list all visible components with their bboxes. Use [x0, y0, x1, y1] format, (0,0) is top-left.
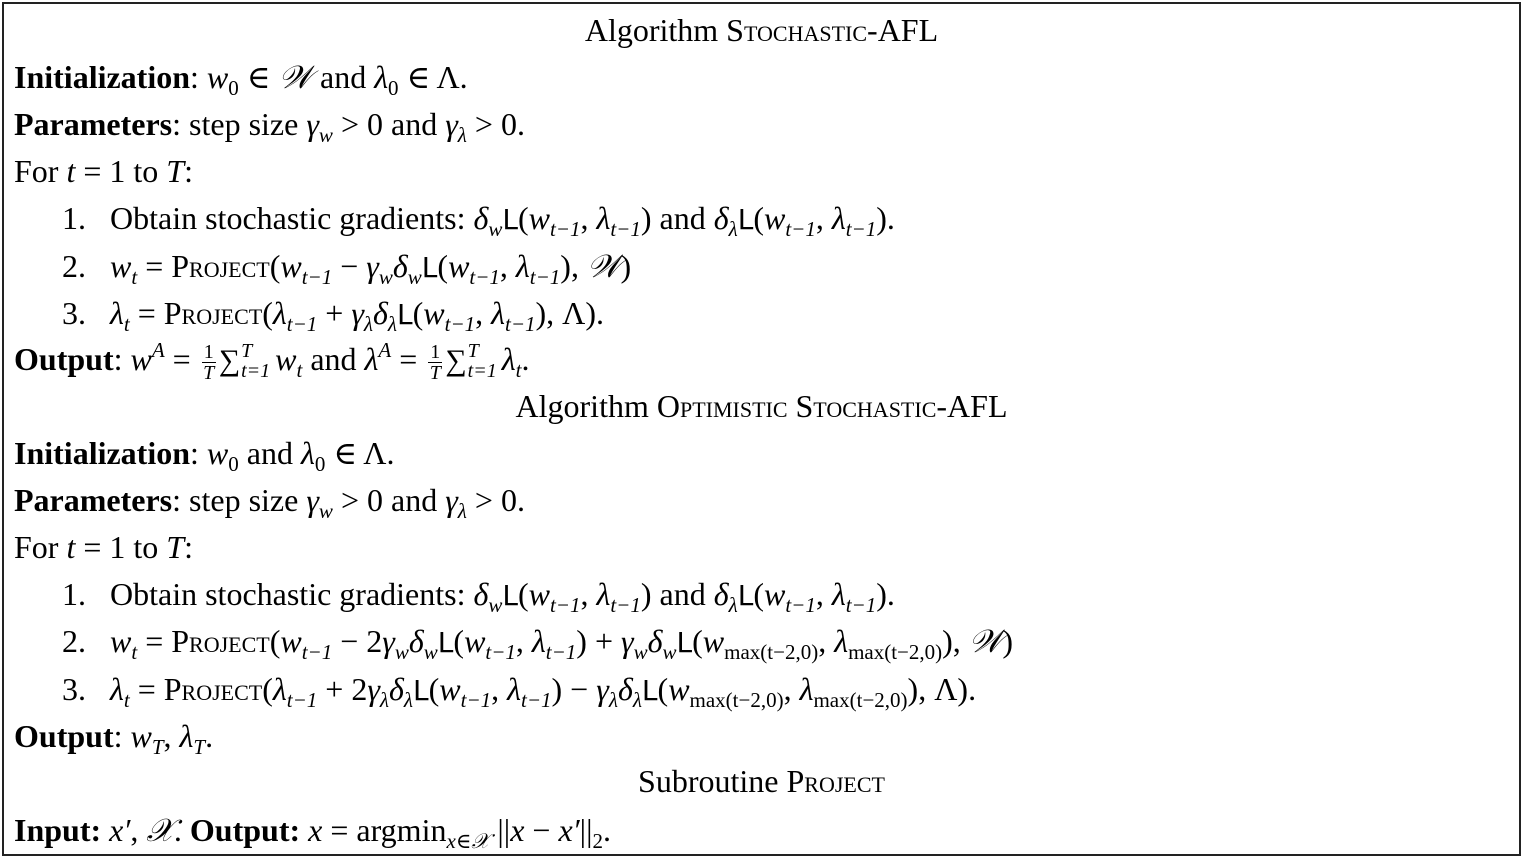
summation — [445, 337, 501, 384]
math-text: t−1 — [845, 593, 877, 617]
algorithm-step — [62, 290, 604, 337]
math-text: ( — [517, 200, 529, 236]
math-text: For — [14, 153, 67, 189]
math-text: = — [129, 671, 164, 707]
math-text: t−1 — [521, 688, 552, 712]
math-text: λ — [608, 688, 618, 712]
math-text: : — [190, 435, 207, 471]
math-text: , — [783, 671, 800, 707]
math-text: ∈ Λ. — [325, 435, 395, 471]
math-text: 0 — [388, 76, 399, 100]
math-text: x — [510, 812, 525, 848]
math-text: L — [737, 579, 754, 612]
math-text: max(t−2,0) — [724, 640, 819, 664]
math-text: γ — [445, 106, 458, 142]
math-text — [101, 812, 109, 848]
math-text: λ — [457, 123, 467, 147]
math-text: > 0 and — [332, 106, 446, 142]
math-text: w — [528, 200, 550, 236]
math-text: λ — [374, 59, 389, 95]
algorithm-line — [14, 430, 394, 477]
math-text: ( — [753, 576, 764, 612]
algorithm-step — [62, 571, 895, 618]
math-text: t−1 — [301, 265, 333, 289]
math-text: L — [421, 251, 438, 284]
math-text: L — [502, 579, 518, 612]
math-text: ( — [428, 671, 440, 707]
summation — [219, 337, 275, 384]
step-number: 1. — [62, 576, 86, 612]
math-text: λ — [728, 593, 738, 617]
math-text: ( — [517, 576, 529, 612]
math-text: γ — [621, 623, 634, 659]
fraction-numerator: 1 — [430, 341, 441, 364]
math-text: δ — [713, 200, 729, 236]
math-text: ) + — [576, 623, 621, 659]
math-text: λ — [501, 341, 516, 377]
math-text: x — [308, 812, 323, 848]
algorithm-step — [62, 666, 976, 713]
math-text: γ — [306, 482, 319, 518]
math-text: + 2 — [317, 671, 368, 707]
math-text: λ — [491, 295, 505, 331]
math-text: λ — [596, 576, 611, 612]
math-text: ( — [262, 671, 273, 707]
math-text: w — [448, 248, 470, 284]
math-text: and — [302, 341, 365, 377]
math-text: ) — [1002, 623, 1013, 659]
math-text: L — [641, 674, 658, 707]
math-text: Initialization — [14, 435, 191, 471]
math-text: A — [378, 338, 392, 362]
math-text: w — [423, 640, 438, 664]
math-text: λ — [831, 576, 846, 612]
sum-symbol: ∑ — [218, 344, 241, 377]
math-text: ( — [657, 671, 669, 707]
math-text: Parameters — [14, 106, 173, 142]
math-text: Parameters — [14, 482, 173, 518]
step-number: 3. — [62, 671, 86, 707]
math-text: w — [662, 640, 677, 664]
math-text: Initialization — [14, 59, 191, 95]
math-text: L — [437, 626, 454, 659]
math-text: . — [602, 812, 611, 848]
math-text: Obtain stochastic gradients: — [110, 200, 474, 236]
math-text: and — [311, 59, 375, 95]
math-text: w — [407, 265, 422, 289]
sum-limits — [468, 341, 497, 381]
math-text: λ — [403, 688, 414, 712]
math-text: w — [110, 623, 132, 659]
math-text: , — [580, 200, 597, 236]
math-text: L — [502, 203, 518, 236]
math-text: max(t−2,0) — [689, 688, 784, 712]
math-text: max(t−2,0) — [813, 688, 908, 712]
math-text: t — [515, 358, 522, 382]
step-number: 1. — [62, 200, 86, 236]
math-text: 2 — [592, 829, 603, 853]
math-text: w — [763, 576, 786, 612]
math-text: L — [737, 203, 754, 236]
math-text: , — [815, 200, 832, 236]
math-text: ), Λ). — [535, 295, 605, 331]
math-text: L — [397, 298, 413, 331]
math-text: T — [166, 153, 185, 189]
math-text: t — [131, 640, 138, 664]
math-text: Subroutine — [638, 763, 787, 799]
math-text: Project — [786, 763, 885, 799]
fraction — [428, 342, 442, 383]
math-text: ( — [692, 623, 703, 659]
math-text: − — [524, 812, 559, 848]
math-text: 𝒳 — [146, 812, 174, 848]
algorithm-step — [62, 195, 895, 242]
math-text: λ — [632, 688, 642, 712]
math-text: δ — [647, 623, 663, 659]
math-text: t−1 — [301, 640, 333, 664]
math-text: − — [332, 248, 367, 284]
math-text: ∈ — [238, 59, 279, 95]
math-text: > 0. — [466, 106, 525, 142]
math-text: : — [113, 718, 131, 754]
math-text: t−1 — [785, 217, 816, 241]
math-text: δ — [392, 248, 408, 284]
math-text: Input: — [14, 812, 102, 848]
math-text: δ — [408, 623, 424, 659]
math-text: ) — [620, 248, 632, 284]
algorithm-title — [4, 758, 1519, 805]
sum-lower: t=1 — [241, 359, 271, 382]
math-text: T — [193, 735, 206, 759]
math-text: δ — [473, 576, 489, 612]
math-text: : step size — [172, 482, 307, 518]
math-text: t — [123, 688, 130, 712]
math-text: Stochastic — [726, 12, 868, 48]
math-text: t−1 — [469, 265, 500, 289]
math-text: Project — [171, 623, 270, 659]
math-text: λ — [272, 295, 287, 331]
math-text: t−1 — [545, 640, 577, 664]
math-text: w — [702, 623, 725, 659]
math-text: : step size — [172, 106, 307, 142]
fraction-denominator: T — [203, 362, 215, 385]
math-text: 0 — [228, 452, 239, 476]
math-text: w — [280, 248, 302, 284]
math-text: : — [113, 341, 131, 377]
math-text: , — [130, 812, 147, 848]
algorithm-step — [62, 618, 1013, 665]
step-number: 2. — [62, 248, 86, 284]
math-text: λ — [515, 248, 530, 284]
math-text: λ — [110, 295, 124, 331]
math-text: γ — [596, 671, 609, 707]
step-number: 2. — [62, 623, 86, 659]
math-text: = argmin — [322, 812, 447, 848]
math-text: ∈ Λ. — [398, 59, 468, 95]
math-text: Algorithm — [584, 12, 727, 48]
math-text: , — [515, 623, 532, 659]
math-text: t−1 — [785, 593, 816, 617]
math-text: , — [580, 576, 597, 612]
math-text: = 1 to — [75, 153, 167, 189]
math-text: w — [668, 671, 690, 707]
math-text: || — [579, 812, 593, 848]
math-text: = — [391, 341, 426, 377]
math-text: w — [280, 623, 302, 659]
math-text: λ — [596, 200, 611, 236]
math-text: λ — [387, 312, 398, 336]
algorithm-line — [14, 524, 193, 571]
math-text: δ — [713, 576, 729, 612]
fraction — [202, 342, 216, 383]
math-text: λ — [110, 671, 124, 707]
math-text: -AFL — [867, 12, 939, 48]
math-text: x′ — [558, 812, 580, 848]
math-text: λ — [364, 341, 379, 377]
math-text: . — [521, 341, 530, 377]
math-text: ( — [262, 295, 273, 331]
math-text: and — [238, 435, 301, 471]
math-text: t — [296, 358, 303, 382]
math-text: Output: — [189, 812, 301, 848]
math-text: w — [423, 295, 445, 331]
math-text: w — [763, 200, 786, 236]
math-text: 0 — [314, 452, 326, 476]
math-text: w — [206, 59, 229, 95]
math-text: ), — [942, 623, 969, 659]
math-text: , — [491, 671, 508, 707]
math-text: t−1 — [485, 640, 516, 664]
math-text: t−1 — [460, 688, 492, 712]
math-text: = — [129, 295, 164, 331]
math-text: 𝒲 — [278, 59, 312, 95]
math-text: γ — [351, 295, 364, 331]
math-text: : — [184, 153, 193, 189]
math-text: δ — [473, 200, 489, 236]
math-text: x′ — [109, 812, 131, 848]
math-text: Project — [171, 248, 270, 284]
math-text — [300, 812, 308, 848]
math-text: . — [173, 812, 190, 848]
sum-lower: t=1 — [467, 359, 497, 382]
math-text: ( — [269, 248, 281, 284]
math-text: t−1 — [845, 217, 877, 241]
math-text: w — [130, 718, 152, 754]
math-text: Project — [163, 295, 263, 331]
algorithm-line — [14, 54, 468, 101]
math-text: w — [633, 640, 648, 664]
math-text: t−1 — [610, 593, 641, 617]
math-text: t−1 — [505, 312, 536, 336]
math-text: λ — [363, 312, 374, 336]
math-text: t — [131, 265, 138, 289]
math-text: γ — [366, 248, 379, 284]
algorithm-title — [4, 383, 1519, 430]
math-text: > 0 and — [332, 482, 446, 518]
math-text: t−1 — [444, 312, 476, 336]
math-text: = — [137, 623, 172, 659]
sum-upper: T — [467, 339, 479, 362]
math-text: γ — [382, 623, 395, 659]
math-text: t−1 — [286, 688, 318, 712]
math-text: L — [413, 674, 429, 707]
math-text: ). — [876, 200, 895, 236]
math-text: t — [66, 529, 76, 565]
math-text: γ — [445, 482, 458, 518]
math-text: λ — [831, 200, 846, 236]
algorithm-line — [14, 477, 525, 524]
math-text: For — [14, 529, 67, 565]
math-text: 𝒲 — [968, 623, 1003, 659]
math-text: t — [123, 312, 130, 336]
math-text: λ — [300, 435, 315, 471]
math-text: w — [130, 341, 152, 377]
math-text: 𝒲 — [586, 248, 621, 284]
math-text: − 2 — [332, 623, 383, 659]
math-text: w — [110, 248, 132, 284]
math-text: ) − — [551, 671, 597, 707]
math-text: , — [163, 718, 180, 754]
math-text: ( — [453, 623, 465, 659]
step-number: 3. — [62, 295, 86, 331]
math-text: Algorithm — [515, 388, 657, 424]
math-text: , — [499, 248, 516, 284]
sum-limits — [241, 341, 270, 381]
math-text: || — [489, 812, 511, 848]
math-text: w — [394, 640, 409, 664]
math-text: Project — [163, 671, 263, 707]
math-text: = — [164, 341, 199, 377]
math-text: . — [205, 718, 214, 754]
math-text: : — [190, 59, 207, 95]
math-text: ), Λ). — [907, 671, 977, 707]
math-text: λ — [179, 718, 194, 754]
algorithm-box — [2, 2, 1521, 856]
math-text: > 0. — [466, 482, 525, 518]
math-text: , — [815, 576, 832, 612]
math-text: w — [378, 265, 393, 289]
math-text: δ — [617, 671, 633, 707]
math-text: ), — [560, 248, 587, 284]
algorithm-line — [14, 713, 213, 760]
math-text: w — [318, 499, 333, 523]
math-text: λ — [799, 671, 814, 707]
math-text: w — [439, 671, 461, 707]
math-text: : — [184, 529, 193, 565]
sum-upper: T — [241, 339, 253, 362]
math-text: t−1 — [549, 593, 581, 617]
math-text: w — [206, 435, 229, 471]
math-text: ). — [876, 576, 895, 612]
math-text: δ — [389, 671, 404, 707]
math-text: λ — [531, 623, 546, 659]
math-text: t−1 — [529, 265, 561, 289]
math-text: w — [488, 217, 503, 241]
math-text: λ — [272, 671, 287, 707]
math-text: λ — [507, 671, 521, 707]
fraction-numerator: 1 — [203, 341, 214, 364]
math-text: ) and — [640, 576, 714, 612]
math-text: -AFL — [936, 388, 1008, 424]
math-text: ( — [753, 200, 764, 236]
math-text: L — [676, 626, 693, 659]
math-text: λ — [728, 217, 738, 241]
math-text: γ — [306, 106, 319, 142]
math-text: Output — [14, 341, 114, 377]
math-text: λ — [834, 623, 849, 659]
math-text: w — [528, 576, 550, 612]
math-text: T — [166, 529, 185, 565]
math-text: w — [488, 593, 503, 617]
math-text: γ — [367, 671, 380, 707]
fraction-denominator: T — [429, 362, 441, 385]
math-text: + — [317, 295, 352, 331]
algorithm-line — [14, 148, 193, 195]
math-text: = — [137, 248, 172, 284]
math-text: λ — [379, 688, 390, 712]
math-text: w — [318, 123, 333, 147]
math-text: Optimistic Stochastic — [656, 388, 937, 424]
math-text: t−1 — [549, 217, 581, 241]
math-text: λ — [457, 499, 467, 523]
math-text: δ — [373, 295, 388, 331]
math-text: w — [464, 623, 486, 659]
math-text: , — [818, 623, 835, 659]
math-text: ( — [412, 295, 424, 331]
math-text: t — [66, 153, 76, 189]
math-text: Output — [14, 718, 114, 754]
sum-symbol: ∑ — [445, 344, 467, 377]
algorithm-step — [62, 243, 631, 290]
algorithm-line — [14, 807, 611, 854]
algorithm-line — [14, 336, 529, 383]
math-text: t−1 — [286, 312, 318, 336]
algorithm-line — [14, 101, 525, 148]
math-text: = 1 to — [75, 529, 167, 565]
math-text: w — [275, 341, 297, 377]
math-text: ) and — [640, 200, 714, 236]
math-text: 0 — [228, 76, 239, 100]
math-text: max(t−2,0) — [848, 640, 943, 664]
math-text: ( — [269, 623, 281, 659]
math-text: , — [475, 295, 492, 331]
math-text: t−1 — [610, 217, 641, 241]
math-text: A — [151, 338, 165, 362]
math-text: x∈𝒳 — [446, 829, 490, 853]
algorithm-title — [4, 7, 1519, 54]
math-text: T — [151, 735, 164, 759]
math-text: Obtain stochastic gradients: — [110, 576, 474, 612]
math-text: ( — [437, 248, 449, 284]
